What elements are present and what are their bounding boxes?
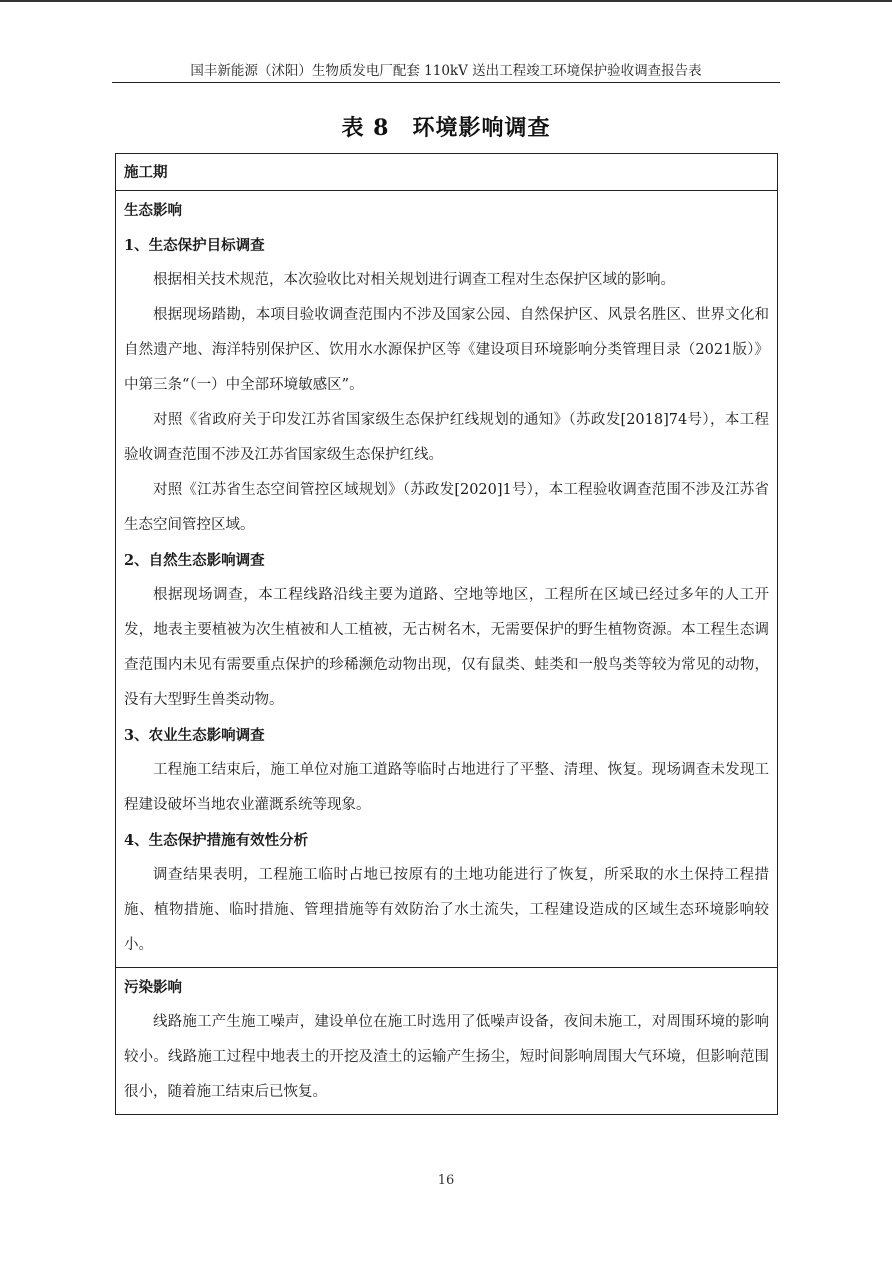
paragraph: 对照《江苏省生态空间管控区域规划》（苏政发[2020]1号），本工程验收调查范围不涉及江苏省生态空间管控区域。 bbox=[124, 482, 769, 533]
environmental-impact-table bbox=[115, 153, 778, 1115]
ecological-impact-label: 生态影响 bbox=[124, 202, 182, 219]
paragraph: 根据现场调查，本工程线路沿线主要为道路、空地等地区，工程所在区域已经过多年的人工开发，地表主要植被为次生植被和人工植被，无古树名木，无需要保护的野生植物资源。本工程生态调查范围内未见有需要重点保护的珍稀濒危动物出现，仅有鼠类、蛙类和一般鸟类等较为常见的动物，没有大型野生兽类动物。 bbox=[124, 587, 769, 708]
ecological-impact-row bbox=[116, 190, 777, 967]
section-heading: 3、农业生态影响调查 bbox=[124, 727, 265, 744]
pollution-impact-row bbox=[116, 967, 777, 1114]
paragraph: 根据相关技术规范，本次验收比对相关规划进行调查工程对生态保护区域的影响。 bbox=[153, 272, 675, 288]
page-number: 16 bbox=[437, 1173, 455, 1188]
table-title: 表 8 环境影响调查 bbox=[341, 115, 551, 141]
paragraph: 根据现场踏勘，本项目验收调查范围内不涉及国家公园、自然保护区、风景名胜区、世界文化和自然遗产地、海洋特别保护区、饮用水水源保护区等《建设项目环境影响分类管理目录（2021版）》中第三条“（一）中全部环境敏感区”。 bbox=[124, 307, 769, 393]
top-border-rule bbox=[0, 0, 892, 2]
construction-period-row bbox=[116, 154, 777, 190]
section-heading: 1、生态保护目标调查 bbox=[124, 237, 265, 254]
paragraph: 对照《省政府关于印发江苏省国家级生态保护红线规划的通知》（苏政发[2018]74号），本工程验收调查范围不涉及江苏省国家级生态保护红线。 bbox=[124, 412, 769, 463]
section-heading: 4、生态保护措施有效性分析 bbox=[124, 832, 309, 849]
paragraph: 工程施工结束后，施工单位对施工道路等临时占地进行了平整、清理、恢复。现场调查未发现工程建设破坏当地农业灌溉系统等现象。 bbox=[124, 762, 769, 813]
construction-period-label: 施工期 bbox=[124, 163, 168, 181]
paragraph: 线路施工产生施工噪声，建设单位在施工时选用了低噪声设备，夜间未施工，对周围环境的影响较小。线路施工过程中地表土的开挖及渣土的运输产生扬尘，短时间影响周围大气环境，但影响范围很小，随着施工结束后已恢复。 bbox=[124, 1014, 769, 1100]
pollution-impact-label: 污染影响 bbox=[124, 979, 182, 996]
running-header: 国丰新能源（沭阳）生物质发电厂配套 110kV 送出工程竣工环境保护验收调查报告表 bbox=[190, 63, 702, 79]
paragraph: 调查结果表明，工程施工临时占地已按原有的土地功能进行了恢复，所采取的水土保持工程措施、植物措施、临时措施、管理措施等有效防治了水土流失，工程建设造成的区域生态环境影响较小。 bbox=[124, 867, 769, 953]
section-heading: 2、自然生态影响调查 bbox=[124, 552, 265, 569]
header-rule bbox=[112, 82, 780, 83]
